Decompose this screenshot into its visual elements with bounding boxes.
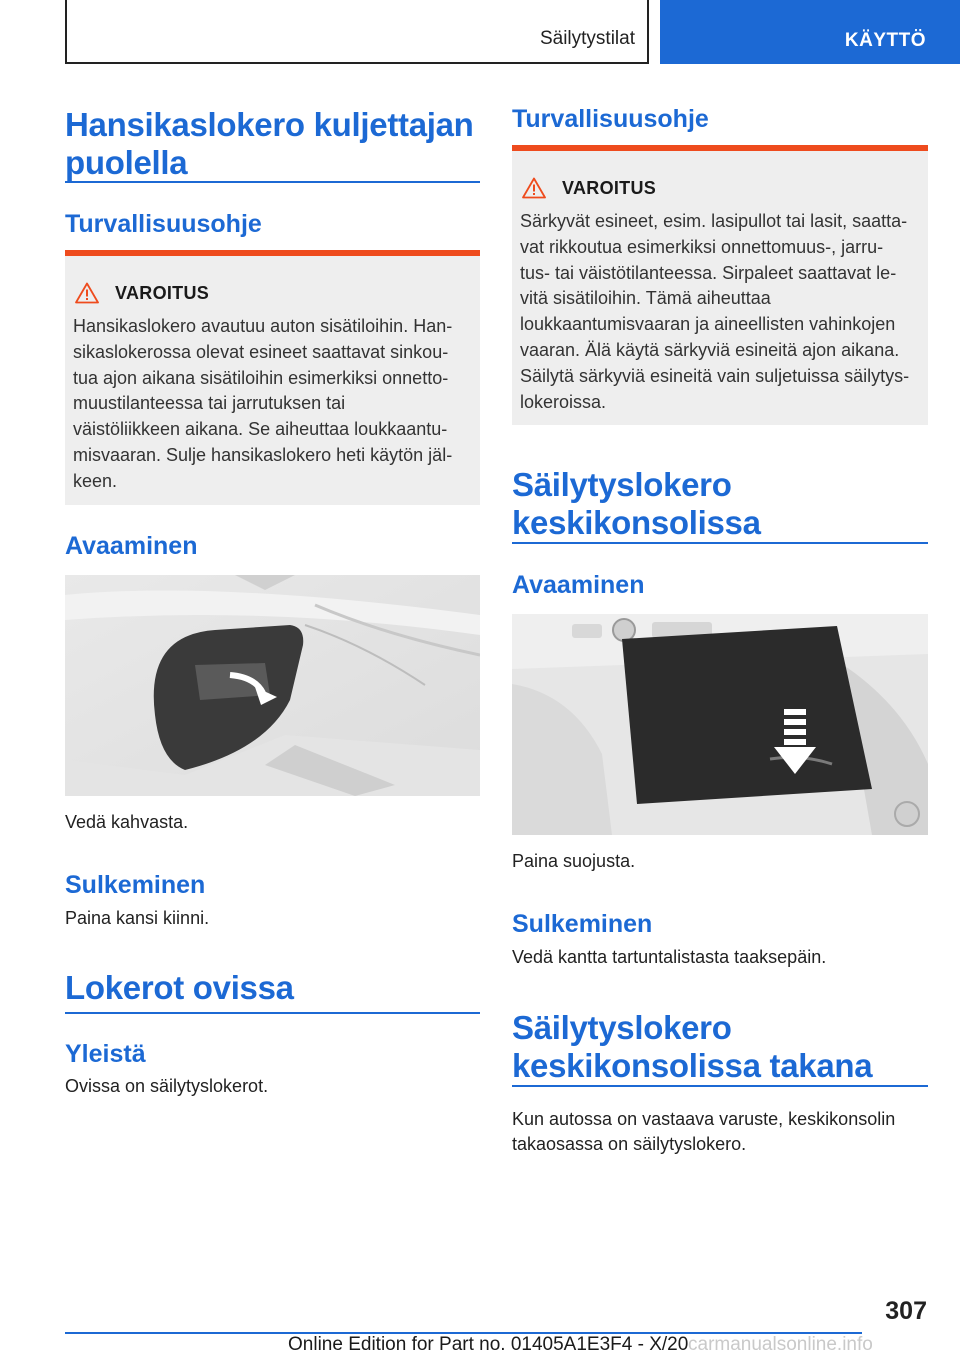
heading-rule bbox=[65, 1012, 480, 1014]
warning-text bbox=[73, 314, 452, 495]
warning-line: Säilytä särkyviä esineitä vain suljetuissa säilytys- bbox=[520, 365, 910, 386]
heading-console-line2: keskikonsolissa bbox=[512, 504, 761, 541]
warning-triangle-icon bbox=[75, 282, 99, 304]
warning-triangle-icon bbox=[522, 177, 546, 199]
heading-closing-right: Sulkeminen bbox=[512, 910, 653, 938]
footer-watermark: carmanualsonline.info bbox=[688, 1334, 873, 1355]
warning-line: vat rikkoutua esimerkiksi onnettomuus-, jarru- bbox=[520, 236, 884, 257]
rear-storage-text bbox=[512, 1107, 895, 1157]
glovebox-illustration bbox=[65, 575, 480, 796]
heading-opening-left: Avaaminen bbox=[65, 532, 198, 560]
header-section-title: Säilytystilat bbox=[539, 28, 635, 49]
heading-door-compartments: Lokerot ovissa bbox=[65, 969, 294, 1006]
heading-safety-left: Turvallisuusohje bbox=[65, 210, 262, 238]
warning-line: muustilanteessa tai jarrutuksen tai bbox=[73, 393, 346, 414]
warning-line: vaaran. Älä käytä särkyviä esineitä ajon aikana. bbox=[520, 339, 900, 360]
heading-glovebox-line2: puolella bbox=[65, 144, 188, 181]
warning-line: misvaaran. Sulje hansikaslokero heti käytön jäl- bbox=[73, 444, 453, 465]
opening-instruction-right: Paina suojusta. bbox=[512, 851, 636, 871]
warning-title: VAROITUS bbox=[562, 177, 657, 198]
warning-line: Hansikaslokero avautuu auton sisätiloihin. Han- bbox=[73, 316, 453, 336]
warning-line: vitä sisätiloihin. Tämä aiheuttaa bbox=[520, 288, 771, 309]
warning-text bbox=[520, 209, 909, 415]
warning-line: keen. bbox=[73, 470, 118, 491]
warning-line: väistöliikkeen aikana. Se aiheuttaa loukkaantu- bbox=[73, 419, 448, 440]
footer-edition: Online Edition for Part no. 01405A1E3F4 - X/20 bbox=[288, 1334, 689, 1355]
heading-rear-console-storage bbox=[512, 1009, 872, 1085]
heading-glovebox bbox=[65, 106, 474, 182]
heading-opening-right: Avaaminen bbox=[512, 571, 645, 599]
heading-glovebox-line1: Hansikaslokero kuljettajan bbox=[65, 106, 474, 143]
warning-title: VAROITUS bbox=[115, 282, 210, 303]
opening-instruction-left: Vedä kahvasta. bbox=[65, 812, 189, 832]
heading-console-line1: Säilytyslokero bbox=[512, 466, 732, 503]
closing-instruction-left: Paina kansi kiinni. bbox=[65, 908, 210, 928]
header-section-box bbox=[65, 0, 649, 64]
warning-box-glovebox bbox=[65, 250, 480, 505]
warning-line: sikaslokerossa olevat esineet saattavat sinkou- bbox=[73, 341, 449, 362]
heading-rule bbox=[65, 181, 480, 183]
warning-header bbox=[522, 177, 656, 199]
heading-safety-right: Turvallisuusohje bbox=[512, 105, 709, 133]
heading-closing-left: Sulkeminen bbox=[65, 871, 206, 899]
page-number: 307 bbox=[885, 1297, 927, 1325]
warning-line: loukkaantumisvaaran ja aineellisten vahinkojen bbox=[520, 314, 896, 335]
warning-line: Särkyvät esineet, esim. lasipullot tai lasit, saatta- bbox=[520, 211, 908, 231]
rear-storage-text-line1: Kun autossa on vastaava varuste, keskikonsolin bbox=[512, 1109, 896, 1129]
warning-line: tua ajon aikana sisätiloihin esimerkiksi onnetto- bbox=[73, 367, 449, 388]
heading-rule bbox=[512, 542, 928, 544]
header-chapter-label: KÄYTTÖ bbox=[844, 30, 926, 51]
heading-rear-line2: keskikonsolissa takana bbox=[512, 1047, 873, 1084]
heading-console-storage bbox=[512, 466, 761, 542]
closing-instruction-right: Vedä kantta tartuntalistasta taaksepäin. bbox=[512, 947, 827, 967]
general-text: Ovissa on säilytyslokerot. bbox=[65, 1076, 269, 1096]
heading-rule bbox=[512, 1085, 928, 1087]
warning-box-fragile bbox=[512, 145, 928, 425]
warning-line: lokeroissa. bbox=[520, 391, 607, 412]
warning-header bbox=[75, 282, 209, 304]
console-illustration bbox=[512, 614, 928, 835]
header-chapter-tab[interactable] bbox=[660, 0, 960, 64]
warning-line: tus- tai väistötilanteessa. Sirpaleet saattavat le- bbox=[520, 262, 897, 283]
heading-rear-line1: Säilytyslokero bbox=[512, 1009, 732, 1046]
rear-storage-text-line2: takaosassa on säilytyslokero. bbox=[512, 1134, 747, 1154]
heading-general: Yleistä bbox=[65, 1040, 146, 1068]
